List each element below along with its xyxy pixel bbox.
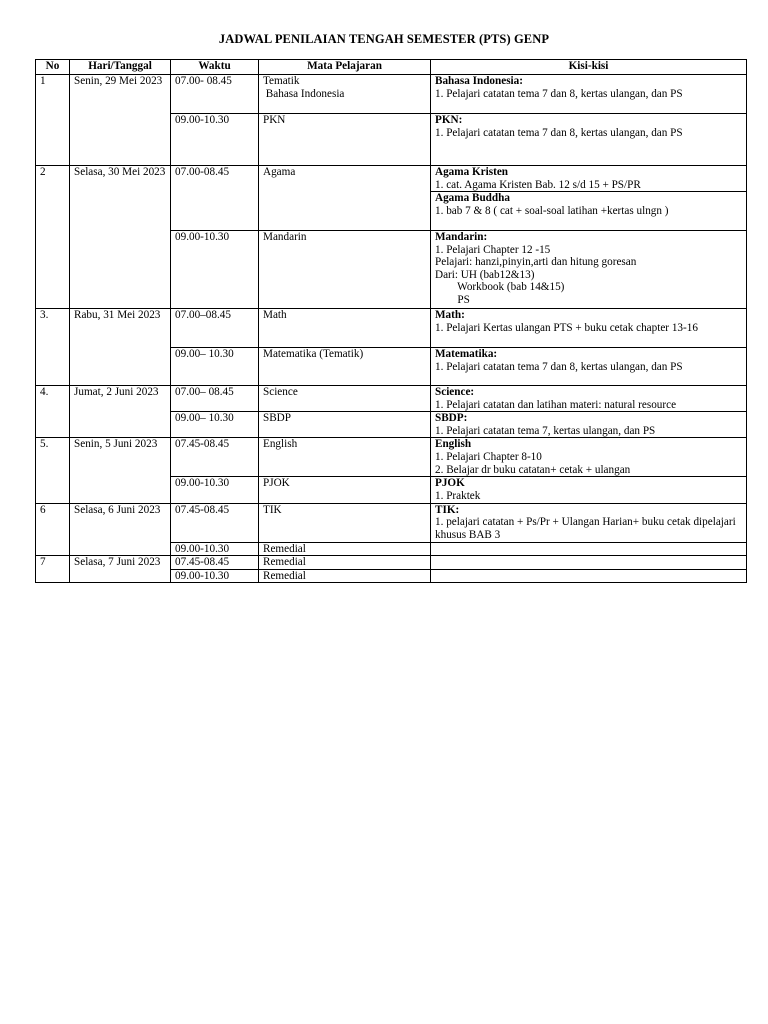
kisi-heading: Agama Buddha bbox=[435, 192, 510, 205]
row-day: Senin, 29 Mei 2023 bbox=[70, 75, 171, 166]
col-header-time: Waktu bbox=[171, 60, 259, 75]
kisi-line: 1. Pelajari Chapter 8-10 bbox=[435, 450, 542, 463]
row-day: Jumat, 2 Juni 2023 bbox=[70, 386, 171, 438]
row-subject: SBDP bbox=[259, 412, 431, 438]
row-number: 3. bbox=[36, 309, 70, 386]
row-subject: Agama bbox=[259, 166, 431, 231]
row-subject: Remedial bbox=[259, 569, 431, 583]
kisi-line: 2. Belajar dr buku catatan+ cetak + ulangan bbox=[435, 463, 631, 476]
kisi-heading: Science: bbox=[435, 386, 475, 398]
kisi-line: 1. Pelajari Kertas ulangan PTS + buku cetak chapter 13-16 bbox=[435, 321, 698, 334]
table-row bbox=[36, 503, 747, 542]
row-time: 09.00– 10.30 bbox=[171, 348, 259, 386]
kisi-heading: PKN: bbox=[435, 114, 463, 126]
kisi-line: Workbook (bab 14&15) bbox=[435, 281, 565, 294]
table-row bbox=[36, 386, 747, 412]
row-number: 4. bbox=[36, 386, 70, 438]
table-row bbox=[36, 75, 747, 114]
row-time: 09.00– 10.30 bbox=[171, 412, 259, 438]
row-number: 6 bbox=[36, 503, 70, 556]
table-row bbox=[36, 166, 747, 231]
kisi-line: 1. pelajari catatan + Ps/Pr + Ulangan Harian+ buku cetak dipelajari khusus BAB 3 bbox=[435, 516, 736, 541]
row-subject: Mandarin bbox=[259, 231, 431, 309]
kisi-heading: Agama Kristen bbox=[435, 166, 509, 178]
row-subject: Math bbox=[259, 309, 431, 348]
row-subject: Remedial bbox=[259, 542, 431, 556]
kisi-line: 1. Pelajari catatan tema 7 dan 8, kertas ulangan, dan PS bbox=[435, 87, 683, 100]
kisi-heading: TIK: bbox=[435, 503, 460, 516]
row-day: Selasa, 7 Juni 2023 bbox=[70, 556, 171, 583]
row-subject: PKN bbox=[259, 114, 431, 166]
row-time: 07.45-08.45 bbox=[171, 503, 259, 542]
row-subject: Matematika (Tematik) bbox=[259, 348, 431, 386]
row-time: 07.45-08.45 bbox=[171, 556, 259, 570]
row-subject: PJOK bbox=[259, 477, 431, 503]
row-time: 09.00-10.30 bbox=[171, 569, 259, 583]
row-day: Rabu, 31 Mei 2023 bbox=[70, 309, 171, 386]
kisi-line: 1. Pelajari catatan dan latihan materi: natural resource bbox=[435, 398, 677, 411]
kisi-heading: Math: bbox=[435, 309, 465, 321]
row-subject: Remedial bbox=[259, 556, 431, 570]
row-kisi bbox=[431, 166, 747, 231]
header-row bbox=[36, 60, 747, 75]
row-kisi bbox=[431, 412, 747, 438]
row-subject: Science bbox=[259, 386, 431, 412]
row-time: 07.00- 08.45 bbox=[171, 75, 259, 114]
row-time: 07.00– 08.45 bbox=[171, 386, 259, 412]
row-day: Senin, 5 Juni 2023 bbox=[70, 438, 171, 503]
kisi-heading: English bbox=[435, 438, 472, 451]
kisi-line: PS bbox=[435, 293, 470, 306]
row-kisi bbox=[431, 542, 747, 556]
table-row bbox=[36, 556, 747, 570]
kisi-block bbox=[431, 191, 746, 217]
kisi-line: 1. cat. Agama Kristen Bab. 12 s/d 15 + PS/PR bbox=[435, 178, 641, 191]
kisi-line: Dari: UH (bab12&13) bbox=[435, 268, 535, 281]
row-number: 7 bbox=[36, 556, 70, 583]
kisi-line: 1. Pelajari catatan tema 7 dan 8, kertas ulangan, dan PS bbox=[435, 126, 683, 139]
row-kisi bbox=[431, 503, 747, 542]
kisi-line: 1. Pelajari Chapter 12 -15 bbox=[435, 243, 551, 256]
table-row bbox=[36, 309, 747, 348]
row-subject: English bbox=[259, 438, 431, 477]
row-kisi bbox=[431, 556, 747, 570]
kisi-line: Pelajari: hanzi,pinyin,arti dan hitung goresan bbox=[435, 256, 637, 269]
row-number: 5. bbox=[36, 438, 70, 503]
row-kisi bbox=[431, 231, 747, 309]
kisi-line: 1. Pelajari catatan tema 7 dan 8, kertas ulangan, dan PS bbox=[435, 360, 683, 373]
kisi-heading: PJOK bbox=[435, 477, 465, 490]
row-kisi bbox=[431, 569, 747, 583]
row-time: 07.45-08.45 bbox=[171, 438, 259, 477]
row-kisi bbox=[431, 75, 747, 114]
col-header-kisi: Kisi-kisi bbox=[431, 60, 747, 75]
row-kisi bbox=[431, 348, 747, 386]
row-day: Selasa, 6 Juni 2023 bbox=[70, 503, 171, 556]
row-kisi bbox=[431, 477, 747, 503]
row-number: 2 bbox=[36, 166, 70, 309]
row-subject: Tematik Bahasa Indonesia bbox=[259, 75, 431, 114]
kisi-block bbox=[435, 166, 742, 191]
col-header-subject: Mata Pelajaran bbox=[259, 60, 431, 75]
row-number: 1 bbox=[36, 75, 70, 166]
kisi-line: 1. Pelajari catatan tema 7, kertas ulangan, dan PS bbox=[435, 424, 656, 437]
row-time: 07.00-08.45 bbox=[171, 166, 259, 231]
row-time: 09.00-10.30 bbox=[171, 542, 259, 556]
kisi-heading: Mandarin: bbox=[435, 231, 488, 243]
row-kisi bbox=[431, 309, 747, 348]
row-kisi bbox=[431, 438, 747, 477]
kisi-heading: SBDP: bbox=[435, 412, 468, 425]
row-kisi bbox=[431, 114, 747, 166]
page-title: JADWAL PENILAIAN TENGAH SEMESTER (PTS) GENP bbox=[218, 32, 550, 46]
schedule-table bbox=[35, 59, 747, 583]
table-row bbox=[36, 438, 747, 477]
row-subject: TIK bbox=[259, 503, 431, 542]
row-time: 07.00–08.45 bbox=[171, 309, 259, 348]
row-day: Selasa, 30 Mei 2023 bbox=[70, 166, 171, 309]
row-time: 09.00-10.30 bbox=[171, 231, 259, 309]
row-kisi bbox=[431, 386, 747, 412]
kisi-line: 1. bab 7 & 8 ( cat + soal-soal latihan +kertas ulngn ) bbox=[435, 204, 669, 217]
row-time: 09.00-10.30 bbox=[171, 477, 259, 503]
kisi-line: 1. Praktek bbox=[435, 489, 481, 502]
col-header-no: No bbox=[36, 60, 70, 75]
kisi-heading: Bahasa Indonesia: bbox=[435, 75, 523, 87]
col-header-day: Hari/Tanggal bbox=[70, 60, 171, 75]
row-time: 09.00-10.30 bbox=[171, 114, 259, 166]
kisi-heading: Matematika: bbox=[435, 348, 498, 360]
